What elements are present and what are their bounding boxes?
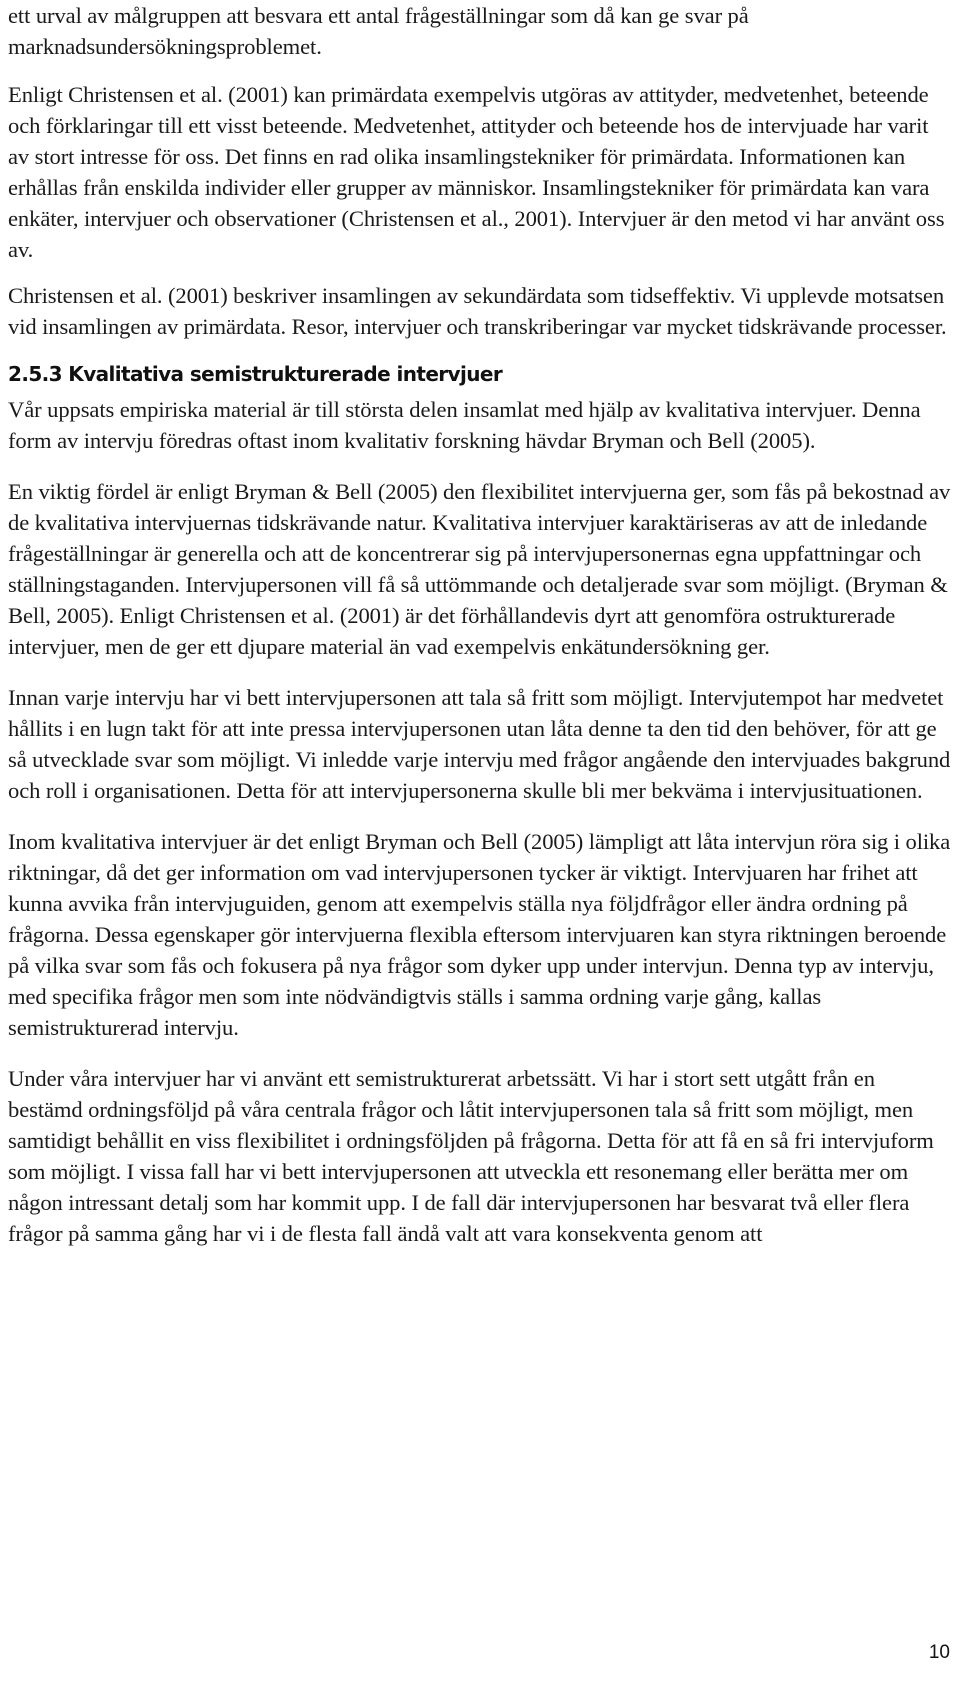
paragraph-secondary-data: Christensen et al. (2001) beskriver insamlingen av sekundärdata som tidseffektiv. Vi upplevde motsatsen vid insamlingen av primärdata. Resor, intervjuer och transkriberingar var mycket tidskrävande processer. <box>8 283 947 339</box>
paragraph-qualitative-interviews: Vår uppsats empiriska material är till största delen insamlat med hjälp av kvalitativa intervjuer. Denna form av intervju föredras oftast inom kvalitativ forskning hävdar Bryman och Bell (2005). <box>8 397 921 453</box>
paragraph-interview-tempo: Innan varje intervju har vi bett intervjupersonen att tala så fritt som möjligt. Intervjutempot har medvetet hållits i en lugn takt för att inte pressa intervjupersonen utan låta denne ta den tid den behöver, för att ge så utvecklade svar som möjligt. Vi inledde varje intervju med frågor angående den intervjuades bakgrund och roll i organisationen. Detta för att intervjupersonerna skulle bli mer bekväma i intervjusituationen. <box>8 685 951 803</box>
paragraph-primary-data: Enligt Christensen et al. (2001) kan primärdata exempelvis utgöras av attityder, medvetenhet, beteende och förklaringar till ett visst beteende. Medvetenhet, attityder och beteende hos de intervjuade har varit av stort intresse för oss. Det finns en rad olika insamlingstekniker för primärdata. Informationen kan erhållas från enskilda individer eller grupper av människor. Insamlingstekniker för primärdata kan vara enkäter, intervjuer och observationer (Christensen et al., 2001). Intervjuer är den metod vi har använt oss av. <box>8 82 945 262</box>
section-heading: 2.5.3 Kvalitativa semistrukturerade intervjuer <box>8 362 503 386</box>
page-body <box>8 0 952 1270</box>
paragraph-target-group: ett urval av målgruppen att besvara ett antal frågeställningar som då kan ge svar på marknadsundersökningsproblemet. <box>8 3 749 59</box>
page-number: 10 <box>928 1642 950 1663</box>
paragraph-our-approach: Under våra intervjuer har vi använt ett semistrukturerat arbetssätt. Vi har i stort sett utgått från en bestämd ordningsföljd på våra centrala frågor och låtit intervjupersonen tala så fritt som möjligt, men samtidigt behållit en viss flexibilitet i ordningsföljden på frågorna. Detta för att få en så fri intervjuform som möjligt. I vissa fall har vi bett intervjupersonen att utveckla ett resonemang eller berätta mer om någon intressant detalj som har kommit upp. I de fall där intervjupersonen har besvarat två eller flera frågor på samma gång har vi i de flesta fall ändå valt att vara konsekventa genom att <box>8 1066 934 1246</box>
paragraph-semistructured-definition: Inom kvalitativa intervjuer är det enligt Bryman och Bell (2005) lämpligt att låta intervjun röra sig i olika riktningar, då det ger information om vad intervjupersonen tycker är viktigt. Intervjuaren har frihet att kunna avvika från intervjuguiden, genom att exempelvis ställa nya följdfrågor eller ändra ordning på frågorna. Dessa egenskaper gör intervjuerna flexibla eftersom intervjuaren kan styra riktningen beroende på vilka svar som fås och fokusera på nya frågor som dyker upp under intervjun. Denna typ av intervju, med specifika frågor men som inte nödvändigtvis ställs i samma ordning varje gång, kallas semistrukturerad intervju. <box>8 829 951 1040</box>
paragraph-flexibility: En viktig fördel är enligt Bryman & Bell (2005) den flexibilitet intervjuerna ger, som fås på bekostnad av de kvalitativa intervjuernas tidskrävande natur. Kvalitativa intervjuer karaktäriseras av att de inledande frågeställningar är generella och att de koncentrerar sig på intervjupersonernas egna uppfattningar och ställningstaganden. Intervjupersonen vill få så uttömmande och detaljerade svar som möjligt. (Bryman & Bell, 2005). Enligt Christensen et al. (2001) är det förhållandevis dyrt att genomföra ostrukturerade intervjuer, men de ger ett djupare material än vad exempelvis enkätundersökning ger. <box>8 479 951 659</box>
